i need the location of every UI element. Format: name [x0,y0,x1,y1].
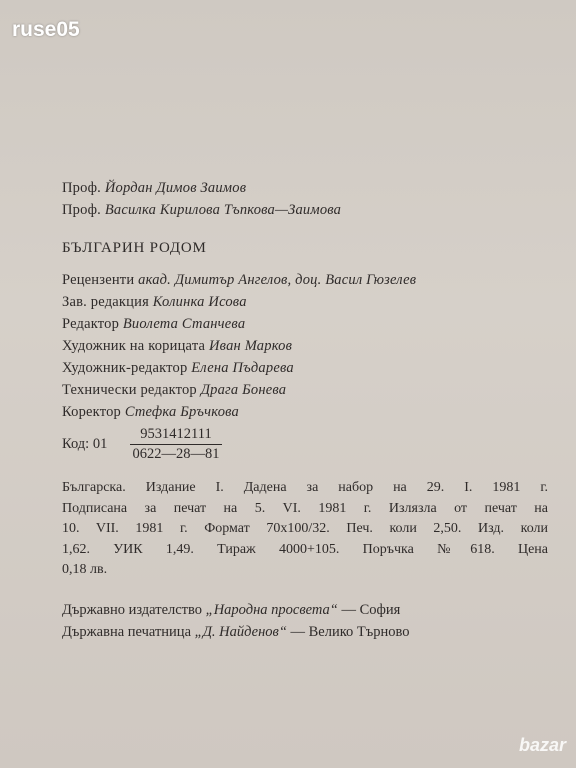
credit-head-editorial [62,294,247,311]
code-label: Код: 01 [62,436,108,452]
credit-role: Рецензенти [62,272,135,288]
publication-details [62,478,548,581]
credit-editor [62,316,245,333]
publisher-prefix: Държавно издателство [62,602,203,618]
credit-name: акад. Димитър Ангелов, доц. Васил Гюзелев [138,272,417,288]
credit-name: Стефка Бръчкова [124,404,239,420]
publication-line: Подписана за печат на 5. VI. 1981 г. Излязла от печат на [62,500,548,516]
book-title: БЪЛГАРИН РОДОМ [62,240,207,256]
credit-role: Зав. редакция [62,294,149,310]
credit-role: Редактор [62,316,120,332]
credit-role: Художник-редактор [62,360,188,376]
press-prefix: Държавна печатница [62,624,191,640]
watermark-ruse05: ruse05 [12,18,80,41]
press-city: — Велико Търново [290,624,410,640]
credit-name: Виолета Станчева [122,316,246,332]
credit-art-editor [62,360,294,377]
publication-line: Българска. Издание I. Дадена за набор на 29. I. 1981 г. [62,480,548,495]
publication-line: 10. VII. 1981 г. Формат 70x100/32. Печ. коли 2,50. Изд. коли [62,521,548,536]
credit-role: Художник на корицата [62,338,206,354]
credit-technical-editor [62,382,286,399]
credit-name: Драга Бонева [200,382,287,398]
publisher-city: — София [341,602,401,618]
author-prefix: Проф. [62,180,101,196]
publication-line: 1,62. УИК 1,49. Тираж 4000+105. Поръчка №618. Цена [62,541,548,557]
author-line-1 [62,180,246,197]
watermark-bazar: bazar [518,735,566,755]
credit-name: Колинка Исова [152,294,247,310]
author-prefix: Проф. [62,202,101,218]
code-denominator: 0622—28—81 [132,446,220,462]
code-numerator: 9531412111 [130,426,222,445]
credit-role: Коректор [62,404,121,420]
credit-name: Елена Пъдарева [191,360,294,376]
author-name: Йордан Димов Заимов [104,180,247,196]
book-code [62,426,220,462]
credit-role: Технически редактор [62,382,197,398]
publisher-house [62,602,400,619]
press-name: „Д. Найденов“ [194,624,287,640]
credit-name: Иван Марков [209,338,293,354]
credit-cover-artist [62,338,292,355]
publication-line: 0,18 лв. [62,562,108,577]
code-fraction [130,426,222,463]
credit-proofreader [62,404,239,421]
credit-reviewers [62,272,416,289]
publisher-press [62,624,410,641]
publisher-name: „Народна просвета“ [205,602,338,618]
author-name: Василка Кирилова Тъпкова—Заимова [104,202,342,218]
author-line-2 [62,202,341,219]
